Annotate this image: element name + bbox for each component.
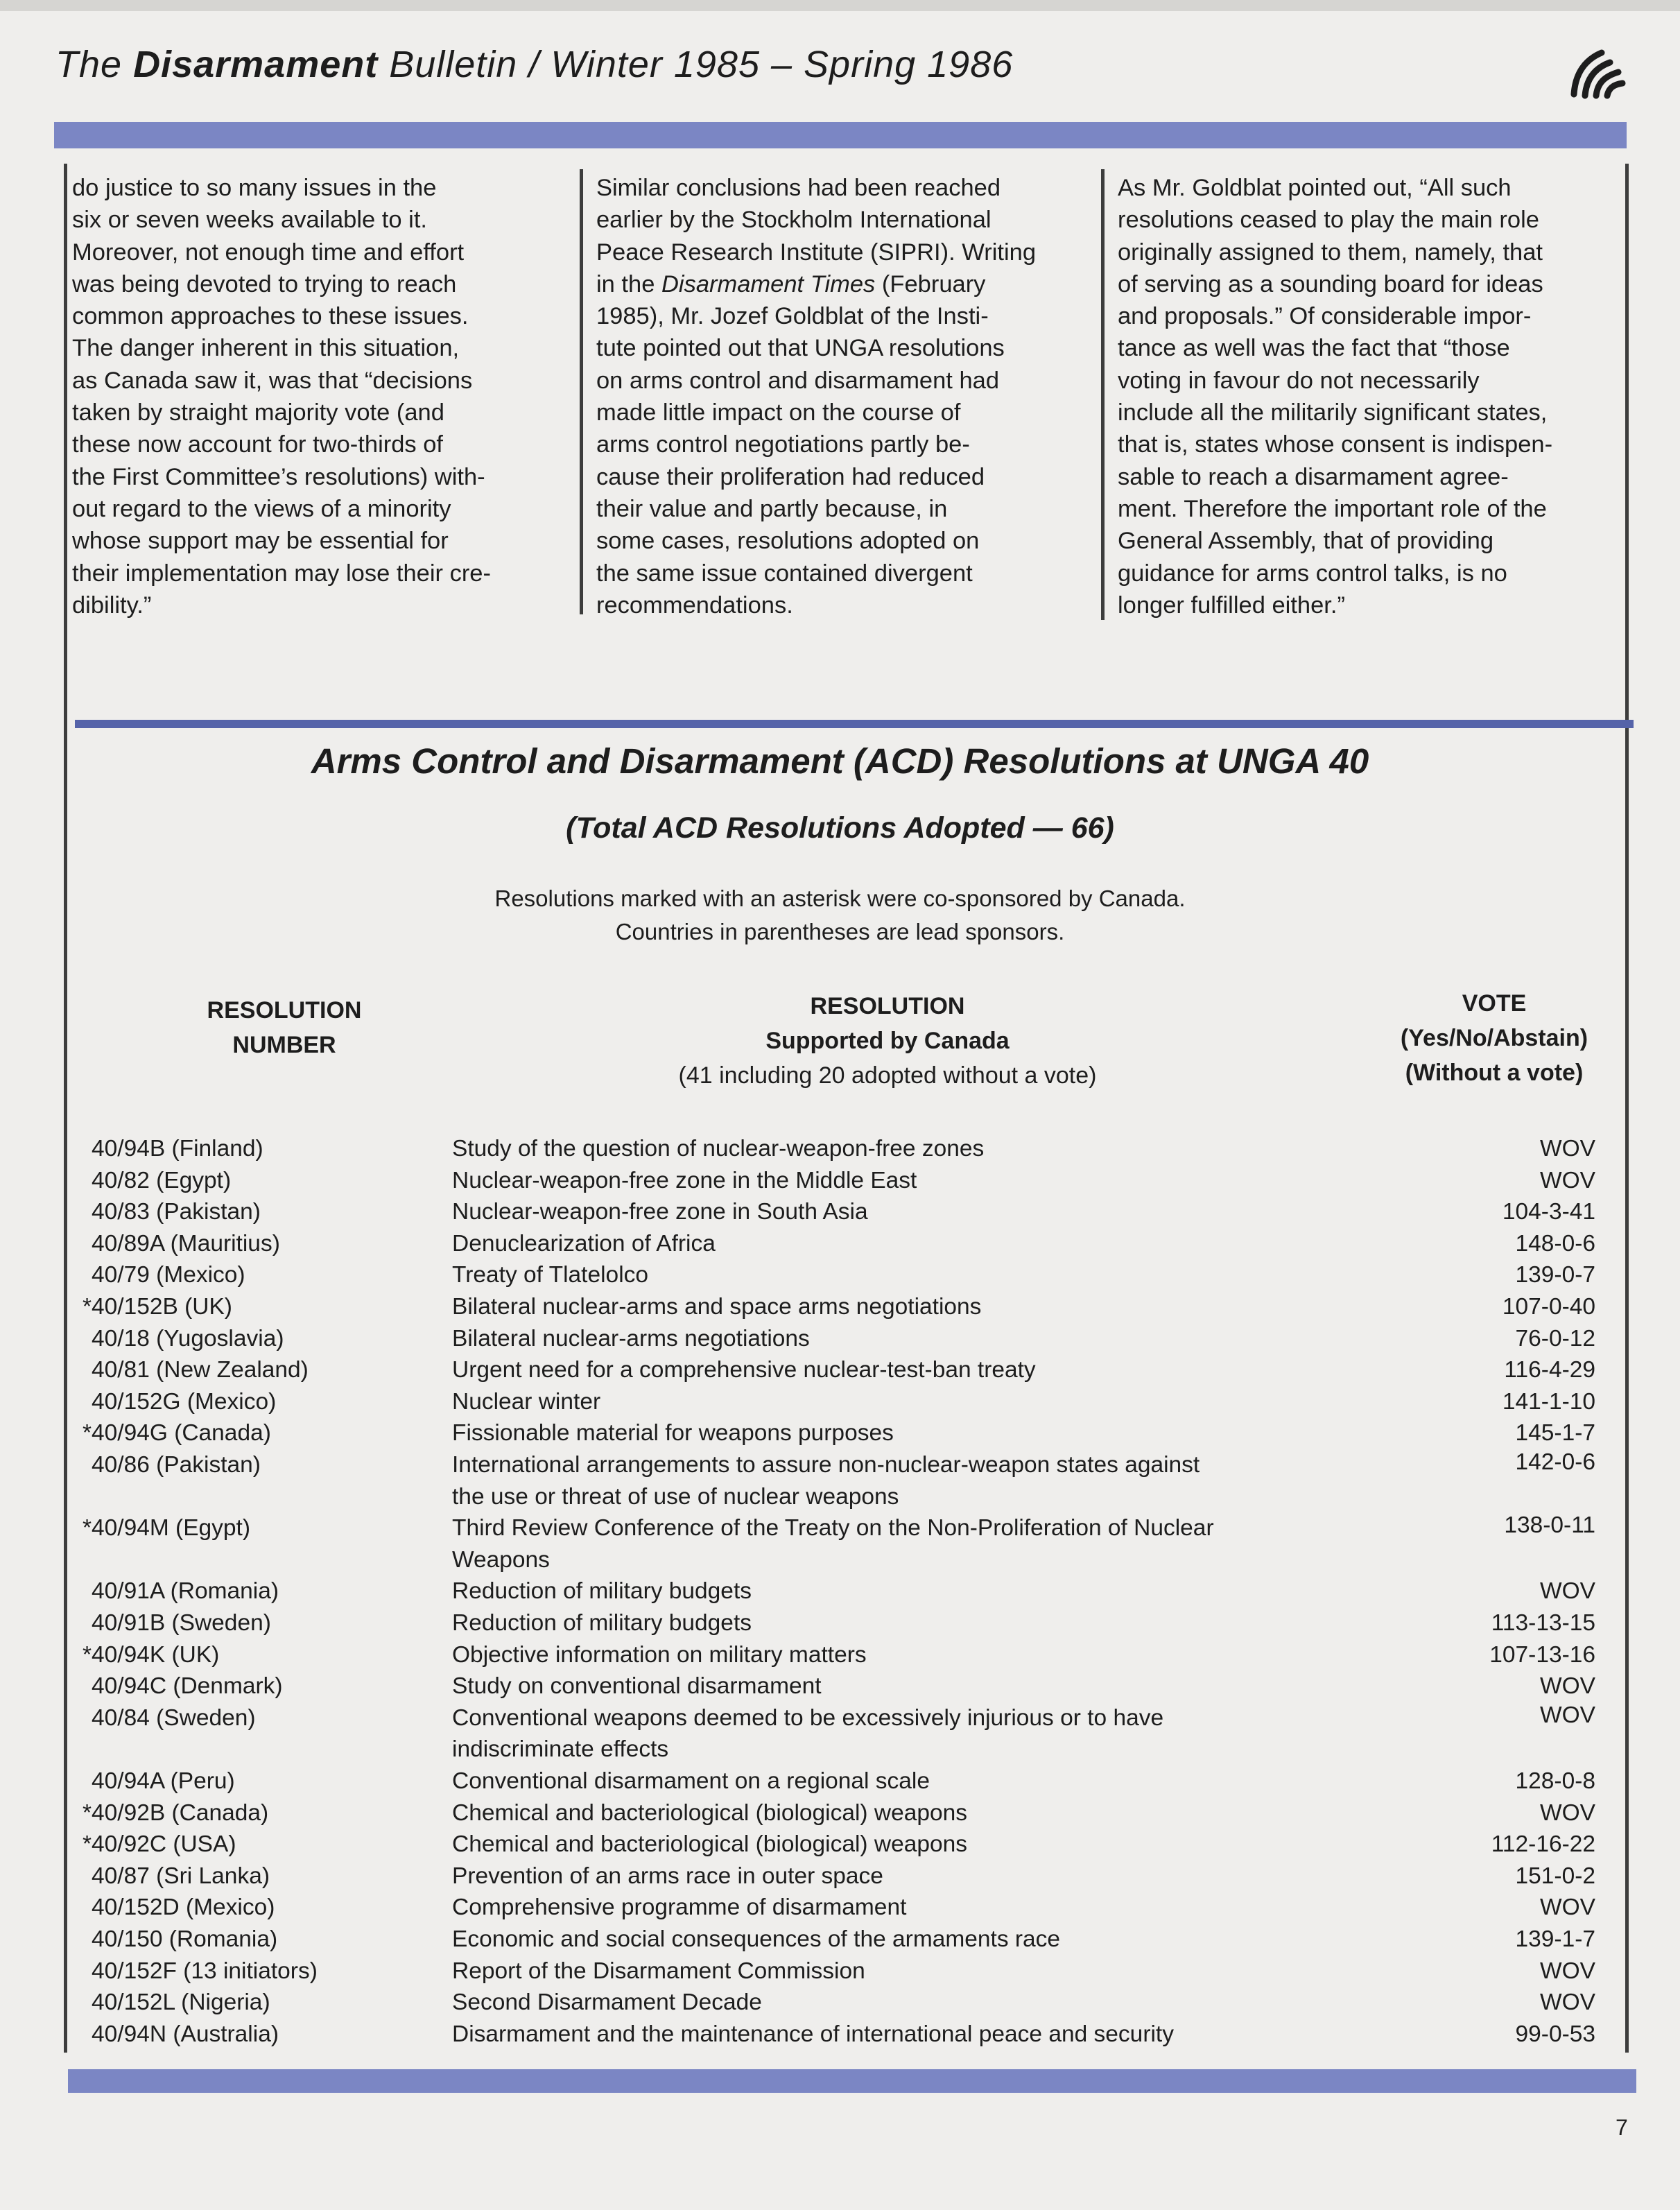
resolution-title: Comprehensive programme of disarmament	[452, 1894, 907, 1921]
resolution-vote: WOV	[1539, 1799, 1595, 1826]
table-title: Arms Control and Disarmament (ACD) Resolutions at UNGA 40	[311, 741, 1369, 781]
resolution-number	[76, 1607, 437, 1639]
resolution-vote: 138-0-11	[1504, 1512, 1595, 1539]
resolution-vote: WOV	[1539, 1136, 1595, 1162]
page-header	[55, 43, 1013, 86]
resolution-vote: 128-0-8	[1515, 1768, 1595, 1794]
resolution-vote: 99-0-53	[1515, 2021, 1595, 2047]
resolution-number	[76, 1702, 437, 1734]
right-frame-line	[1625, 164, 1629, 2053]
resolution-title: Report of the Disarmament Commission	[452, 1958, 865, 1984]
resolution-title: Disarmament and the maintenance of international peace and security	[452, 2021, 1174, 2047]
resolution-title: Third Review Conference of the Treaty on the Non-Proliferation of Nuclear Weapons	[452, 1515, 1214, 1573]
cosponsor-asterisk: *	[82, 1420, 92, 1447]
resolution-number	[76, 1892, 437, 1924]
col2-italic-title: Disarmament Times	[661, 270, 876, 297]
resolution-vote: WOV	[1539, 1673, 1595, 1700]
cosponsor-asterisk: *	[82, 1294, 92, 1320]
resolution-number-text: 40/152F (13 initiators)	[92, 1958, 318, 1984]
resolution-vote: WOV	[1539, 1578, 1595, 1605]
resolution-number	[76, 1766, 437, 1797]
resolution-title: International arrangements to assure non-nuclear-weapon states against the use or threat of use of nuclear weapons	[452, 1452, 1200, 1510]
resolution-title: Treaty of Tlatelolco	[452, 1262, 649, 1288]
resolution-number-text: 40/87 (Sri Lanka)	[92, 1863, 270, 1889]
resolution-title: Second Disarmament Decade	[452, 1989, 762, 2016]
resolution-number-text: 40/150 (Romania)	[92, 1926, 278, 1952]
resolution-title: Denuclearization of Africa	[452, 1230, 716, 1257]
cosponsor-asterisk: *	[82, 1515, 92, 1542]
column-header-resolution	[610, 989, 1165, 1093]
page-top-edge	[0, 0, 1680, 11]
cosponsor-asterisk: *	[82, 1641, 92, 1668]
resolution-title: Bilateral nuclear-arms and space arms negotiations	[452, 1294, 982, 1320]
resolution-vote: 148-0-6	[1515, 1230, 1595, 1257]
resolution-number	[76, 1861, 437, 1892]
resolution-vote: 76-0-12	[1515, 1325, 1595, 1352]
resolution-number-text: 40/79 (Mexico)	[92, 1262, 245, 1288]
resolution-vote: WOV	[1539, 1702, 1595, 1728]
resolution-number-text: 40/18 (Yugoslavia)	[92, 1325, 284, 1352]
resolution-number-text: 40/92B (Canada)	[92, 1799, 269, 1826]
resolution-number	[76, 1291, 437, 1323]
resolution-vote: WOV	[1539, 1958, 1595, 1984]
resolution-number	[76, 1165, 437, 1197]
head-res-line2: Supported by Canada	[765, 1028, 1010, 1054]
head-vote-line2: (Yes/No/Abstain)	[1400, 1025, 1588, 1051]
text-column-1: do justice to so many issues in the six or seven weeks available to it. Moreover, not enough time and effort was being devoted to trying to reach common approaches to these issues. The danger inherent in this situation, as Canada saw it, was that “decisions taken by straight majority vote (and these now account for two-thirds of the First Committee’s resolutions) with- out regard to the views of a minority whose support may be essential for their implementation may lose their cre- dibility.”	[72, 175, 491, 619]
cosponsor-asterisk: *	[82, 1799, 92, 1826]
resolution-number-text: 40/152B (UK)	[92, 1294, 232, 1320]
header-prefix: The	[55, 44, 134, 85]
head-number-line2: NUMBER	[232, 1032, 336, 1058]
resolution-title: Urgent need for a comprehensive nuclear-test-ban treaty	[452, 1357, 1036, 1383]
resolution-number	[76, 1671, 437, 1702]
resolution-number	[76, 1987, 437, 2019]
resolution-vote: 139-1-7	[1515, 1926, 1595, 1952]
resolution-number-text: 40/152L (Nigeria)	[92, 1989, 270, 2016]
resolution-number-text: 40/86 (Pakistan)	[92, 1452, 261, 1478]
head-vote-line3: (Without a vote)	[1405, 1060, 1584, 1086]
resolution-number	[76, 1228, 437, 1260]
resolution-number-text: 40/91B (Sweden)	[92, 1610, 271, 1636]
resolution-number-text: 40/94B (Finland)	[92, 1136, 263, 1162]
text-column-3: As Mr. Goldblat pointed out, “All such resolutions ceased to play the main role originally assigned to them, namely, that of serving as a sounding board for ideas and proposals.” Of considerable impor- tance as well was the fact that “those voting in favour do not necessarily include all the militarily significant states, that is, states whose consent is indispen- sable to reach a disarmament agree- ment. Therefore the important role of the General Assembly, that of providing guidance for arms control talks, is no longer fulfilled either.”	[1118, 175, 1553, 619]
resolution-number-text: 40/152G (Mexico)	[92, 1388, 277, 1415]
column-header-number	[139, 993, 430, 1062]
resolution-number	[76, 1829, 437, 1861]
head-res-line3: (41 including 20 adopted without a vote)	[678, 1062, 1097, 1089]
resolution-number	[76, 1323, 437, 1355]
resolution-number-text: 40/91A (Romania)	[92, 1578, 279, 1605]
resolution-vote: WOV	[1539, 1989, 1595, 2016]
head-res-line1: RESOLUTION	[810, 993, 965, 1019]
resolution-vote: 107-13-16	[1489, 1641, 1595, 1668]
column-divider-1	[580, 169, 583, 614]
resolution-title: Chemical and bacteriological (biological) weapons	[452, 1831, 967, 1858]
col2-text-b: (February 1985), Mr. Jozef Goldblat of the Insti- tute pointed out that UNGA resolutions on arms control and disarmament had made little impact on the course of arms control negotiations partly be- cause their proliferation had reduced their value and partly because, in some cases, resolutions adopted on the same issue contained divergent recommendations.	[596, 270, 1005, 619]
resolution-number	[76, 1956, 437, 1987]
resolution-vote: 141-1-10	[1502, 1388, 1595, 1415]
resolution-number-text: 40/94C (Denmark)	[92, 1673, 283, 1700]
table-subtitle: (Total ACD Resolutions Adopted — 66)	[566, 811, 1114, 845]
section-rule	[75, 720, 1634, 728]
resolution-number	[76, 1354, 437, 1386]
resolution-title: Reduction of military budgets	[452, 1578, 752, 1605]
column-divider-2	[1101, 169, 1105, 620]
resolution-number	[76, 1449, 437, 1481]
resolution-number	[76, 2019, 437, 2051]
resolution-number	[76, 1512, 437, 1544]
head-number-line1: RESOLUTION	[207, 997, 362, 1024]
table-note-sponsors: Countries in parentheses are lead sponsors.	[615, 919, 1065, 944]
resolution-number	[76, 1924, 437, 1956]
resolution-title: Conventional weapons deemed to be excessively injurious or to have indiscriminate effects	[452, 1704, 1164, 1763]
resolution-number	[76, 1417, 437, 1449]
resolution-title: Study of the question of nuclear-weapon-free zones	[452, 1136, 985, 1162]
resolution-number	[76, 1196, 437, 1228]
resolution-title: Prevention of an arms race in outer space	[452, 1863, 883, 1889]
resolution-vote: 151-0-2	[1515, 1863, 1595, 1889]
bulletin-logo-icon	[1564, 40, 1627, 103]
head-vote-line1: VOTE	[1462, 990, 1527, 1017]
resolution-number-text: 40/84 (Sweden)	[92, 1704, 256, 1731]
column-header-vote	[1352, 986, 1636, 1090]
resolution-vote: WOV	[1539, 1167, 1595, 1193]
resolution-title: Nuclear winter	[452, 1388, 601, 1415]
resolution-number-text: 40/94A (Peru)	[92, 1768, 235, 1794]
resolution-vote: 142-0-6	[1515, 1449, 1595, 1475]
header-suffix: Bulletin / Winter 1985 – Spring 1986	[378, 44, 1014, 85]
resolution-number-text: 40/94G (Canada)	[92, 1420, 271, 1447]
footer-band	[68, 2069, 1636, 2093]
resolution-vote: 145-1-7	[1515, 1420, 1595, 1447]
resolution-title: Nuclear-weapon-free zone in South Asia	[452, 1199, 868, 1225]
text-column-2	[596, 172, 1082, 621]
resolution-number-text: 40/94K (UK)	[92, 1641, 220, 1668]
page-number: 7	[1616, 2115, 1628, 2140]
resolution-number-text: 40/94M (Egypt)	[92, 1515, 251, 1542]
header-bold: Disarmament	[133, 44, 379, 85]
resolution-title: Bilateral nuclear-arms negotiations	[452, 1325, 810, 1352]
resolution-number	[76, 1133, 437, 1165]
col2-text-a: Similar conclusions had been reached earlier by the Stockholm International Peace Research Institute (SIPRI). Writing in the	[596, 175, 1037, 297]
resolution-number-text: 40/81 (New Zealand)	[92, 1357, 309, 1383]
resolution-title: Reduction of military budgets	[452, 1610, 752, 1636]
left-frame-line	[64, 164, 67, 2053]
resolution-vote: 107-0-40	[1502, 1294, 1595, 1320]
resolution-title: Fissionable material for weapons purposes	[452, 1420, 894, 1447]
resolution-number	[76, 1797, 437, 1829]
resolution-number-text: 40/92C (USA)	[92, 1831, 236, 1858]
resolution-number	[76, 1576, 437, 1607]
resolution-title: Nuclear-weapon-free zone in the Middle East	[452, 1167, 917, 1193]
resolution-vote: 112-16-22	[1491, 1831, 1595, 1858]
table-note-asterisk: Resolutions marked with an asterisk were co-sponsored by Canada.	[494, 886, 1186, 911]
resolution-vote: WOV	[1539, 1894, 1595, 1921]
resolution-vote: 116-4-29	[1504, 1357, 1595, 1383]
resolution-number	[76, 1259, 437, 1291]
resolution-number	[76, 1386, 437, 1418]
resolution-number-text: 40/82 (Egypt)	[92, 1167, 232, 1193]
resolution-title: Conventional disarmament on a regional scale	[452, 1768, 930, 1794]
cosponsor-asterisk: *	[82, 1831, 92, 1858]
resolution-number-text: 40/152D (Mexico)	[92, 1894, 275, 1921]
resolution-title: Study on conventional disarmament	[452, 1673, 822, 1700]
resolution-number	[76, 1639, 437, 1671]
resolution-vote: 113-13-15	[1491, 1610, 1595, 1636]
header-band	[54, 122, 1627, 148]
resolution-number-text: 40/83 (Pakistan)	[92, 1199, 261, 1225]
resolution-title: Chemical and bacteriological (biological) weapons	[452, 1799, 967, 1826]
resolution-vote: 139-0-7	[1515, 1262, 1595, 1288]
resolution-title: Economic and social consequences of the armaments race	[452, 1926, 1061, 1952]
resolution-number-text: 40/94N (Australia)	[92, 2021, 279, 2047]
resolution-vote: 104-3-41	[1502, 1199, 1595, 1225]
resolution-title: Objective information on military matters	[452, 1641, 867, 1668]
resolution-number-text: 40/89A (Mauritius)	[92, 1230, 280, 1257]
